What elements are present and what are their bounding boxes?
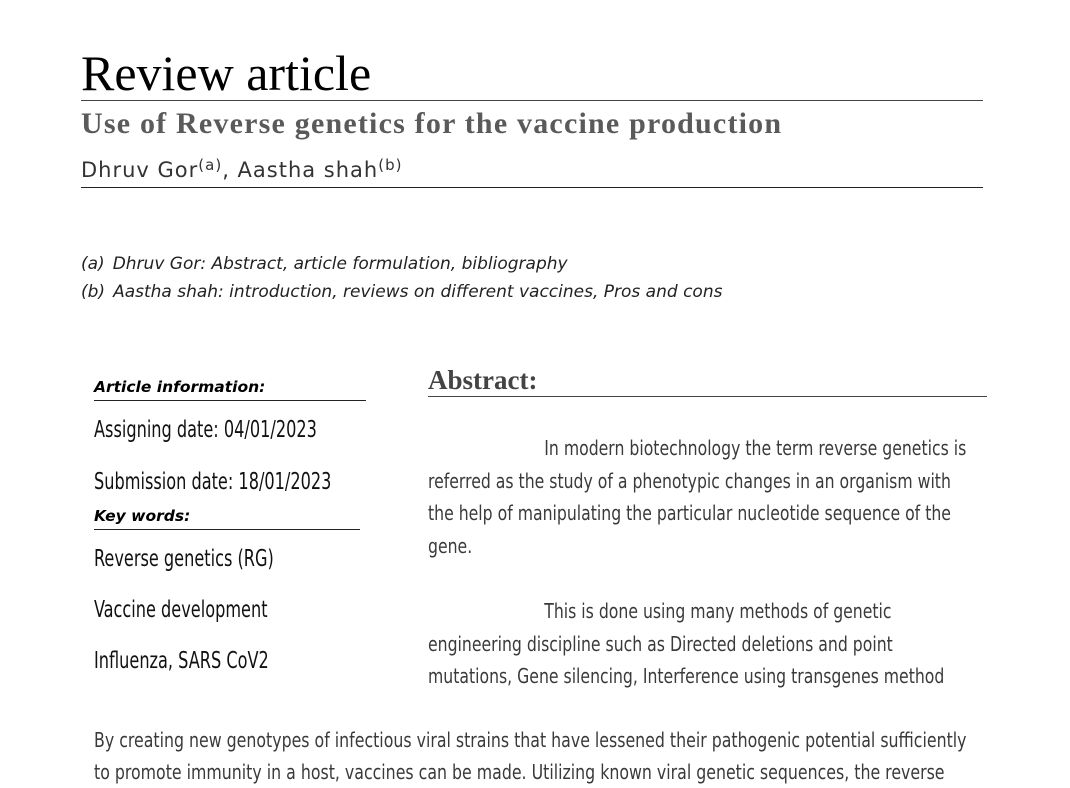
author-name: Aastha shah	[237, 158, 379, 182]
abstract-paragraph: In modern biotechnology the term reverse genetics is referred as the study of a phenotypic changes in an organism with the help of manipulating the particular nucleotide sequence of the gene.	[428, 436, 967, 559]
keyword-item: Reverse genetics (RG)	[94, 546, 274, 572]
keywords-heading: Key words:	[94, 505, 360, 530]
submission-date: Submission date: 18/01/2023	[94, 469, 332, 495]
contribution-text: Aastha shah: introduction, reviews on different vaccines, Pros and cons	[113, 282, 723, 302]
contribution-tag: (a)	[81, 254, 105, 274]
author-affiliation-mark: (b)	[378, 156, 403, 174]
article-info-panel	[94, 376, 366, 676]
abstract-heading: Abstract:	[428, 364, 987, 397]
article-type-heading: Review article	[81, 46, 983, 101]
keyword-item: Influenza, SARS CoV2	[94, 648, 269, 674]
author-contributions	[81, 250, 722, 306]
abstract-body	[428, 432, 979, 693]
title-block	[81, 46, 983, 188]
author-affiliation-mark: (a)	[198, 156, 223, 174]
abstract-section	[428, 364, 987, 693]
author-separator: ,	[222, 158, 238, 182]
body-paragraph: By creating new genotypes of infectious viral strains that have lessened their pathogenic potential sufficiently to promote immunity in a host, vaccines can be made. Utilizing known viral genetic sequences, the reverse	[94, 728, 967, 784]
article-info-heading: Article information:	[94, 376, 366, 401]
body-text	[94, 724, 972, 788]
contribution-text: Dhruv Gor: Abstract, article formulation, bibliography	[112, 254, 568, 274]
contribution-item	[81, 278, 722, 306]
contribution-tag: (b)	[81, 282, 106, 302]
keyword-item: Vaccine development	[94, 597, 268, 623]
assigning-date: Assigning date: 04/01/2023	[94, 417, 317, 443]
article-title: Use of Reverse genetics for the vaccine production	[81, 107, 783, 140]
author-name: Dhruv Gor	[81, 158, 199, 182]
author-line	[81, 157, 983, 188]
contribution-item	[81, 250, 722, 278]
abstract-paragraph: This is done using many methods of genetic engineering discipline such as Directed deletions and point mutations, Gene silencing, Interference using transgenes method	[428, 598, 945, 689]
